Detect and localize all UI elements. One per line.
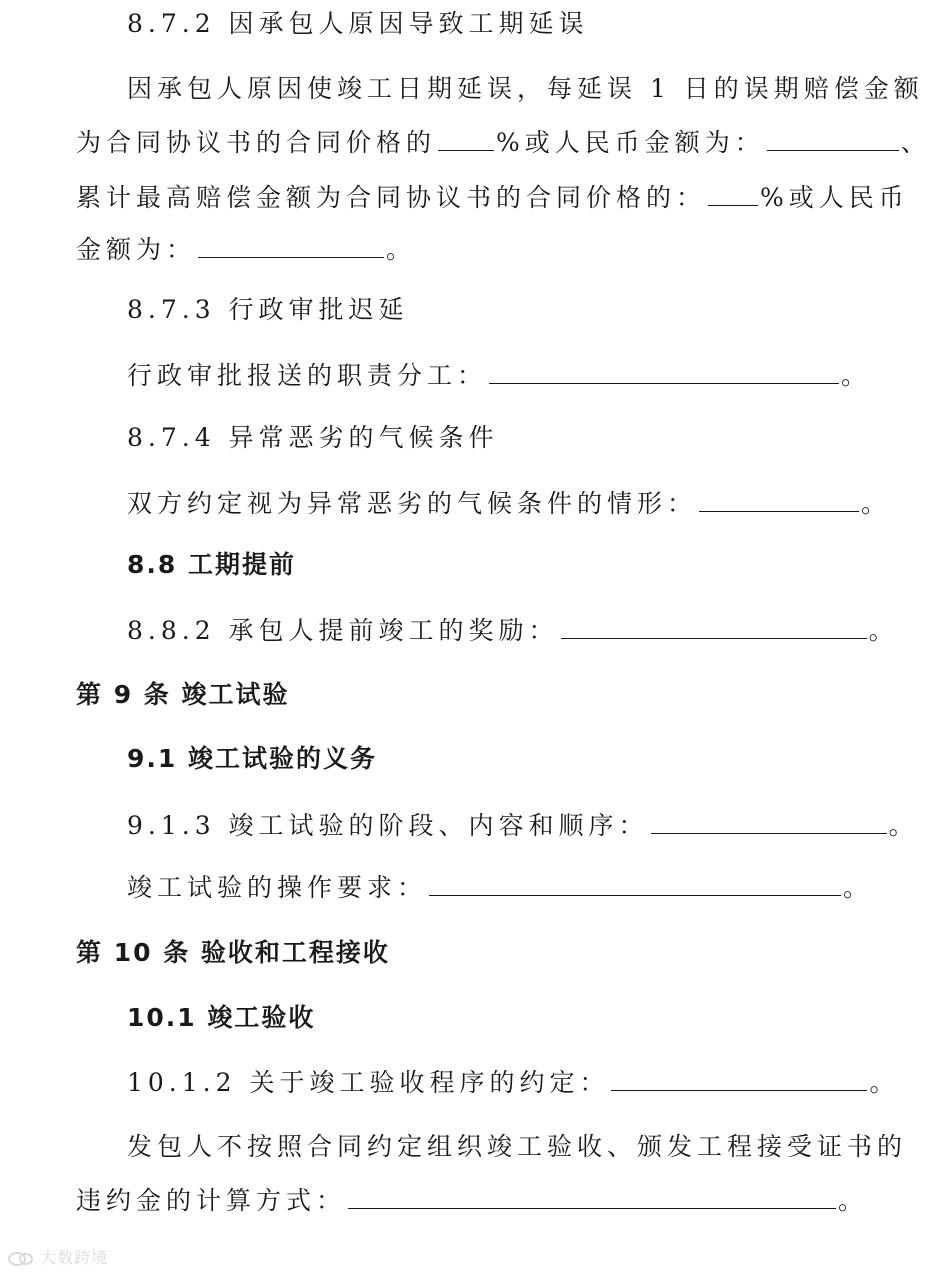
- paragraph-text: 。: [843, 873, 874, 902]
- section-8-8-heading: 8.8 工期提前: [127, 550, 296, 579]
- fill-blank[interactable]: [489, 359, 839, 384]
- section-8-7-3-heading: 8.7.3 行政审批迟延: [127, 295, 409, 324]
- paragraph-text: 。: [386, 235, 417, 264]
- paragraph-text: 双方约定视为异常恶劣的气候条件的情形：: [127, 489, 698, 518]
- paragraph-line: [76, 233, 416, 267]
- paragraph-text: 8.8.2 承包人提前竣工的奖励：: [127, 616, 559, 645]
- fill-blank[interactable]: [611, 1066, 867, 1091]
- fill-blank[interactable]: [699, 487, 859, 512]
- fill-blank[interactable]: [561, 614, 867, 639]
- paragraph-text: 。: [868, 616, 899, 645]
- section-8-7-2-heading: 8.7.2 因承包人原因导致工期延误: [127, 9, 589, 38]
- paragraph-text: 竣工试验的操作要求：: [127, 873, 428, 902]
- paragraph-line: [127, 487, 891, 521]
- section-10-1-heading: 10.1 竣工验收: [127, 1003, 316, 1032]
- article-9-heading: 第 9 条 竣工试验: [76, 680, 290, 709]
- paragraph-text: 。: [841, 361, 872, 390]
- fill-blank[interactable]: [767, 126, 899, 151]
- paragraph-text: 。: [861, 489, 892, 518]
- paragraph-line: [76, 1184, 868, 1218]
- fill-blank[interactable]: [651, 809, 887, 834]
- paragraph-line: [76, 126, 931, 160]
- watermark: [8, 1245, 108, 1268]
- paragraph-line: [127, 614, 899, 648]
- paragraph-line: [76, 181, 909, 215]
- section-8-7-4-heading: 8.7.4 异常恶劣的气候条件: [127, 423, 499, 452]
- paragraph-text: 10.1.2 关于竣工验收程序的约定：: [127, 1068, 610, 1097]
- article-10-heading: 第 10 条 验收和工程接收: [76, 938, 390, 967]
- paragraph-text: %或人民币: [760, 183, 909, 212]
- paragraph-text: 为合同协议书的合同价格的: [76, 128, 437, 157]
- paragraph-text: 。: [869, 1068, 900, 1097]
- watermark-text: 大数跨境: [40, 1248, 109, 1267]
- paragraph-text: 发包人不按照合同约定组织竣工验收、颁发工程接受证书的: [127, 1132, 908, 1161]
- paragraph-text: %或人民币金额为：: [496, 128, 765, 157]
- paragraph-text: 累计最高赔偿金额为合同协议书的合同价格的：: [76, 183, 707, 212]
- paragraph-text: 。: [838, 1186, 869, 1215]
- paragraph-text: 9.1.3 竣工试验的阶段、内容和顺序：: [127, 811, 649, 840]
- speech-bubble-logo-icon: [8, 1251, 34, 1267]
- paragraph-line: [127, 359, 871, 393]
- fill-blank[interactable]: [348, 1184, 836, 1209]
- fill-blank[interactable]: [198, 233, 384, 258]
- fill-blank[interactable]: [438, 126, 494, 151]
- paragraph-text: 因承包人原因使竣工日期延误，每延误 1 日的误期赔偿金额: [127, 74, 924, 103]
- paragraph-line: [127, 1066, 899, 1100]
- paragraph-text: 、: [900, 128, 931, 157]
- paragraph-text: 。: [888, 811, 919, 840]
- paragraph-text: 金额为：: [76, 235, 197, 264]
- section-9-1-heading: 9.1 竣工试验的义务: [127, 744, 377, 773]
- paragraph-text: 违约金的计算方式：: [76, 1186, 347, 1215]
- paragraph-line: [127, 809, 919, 843]
- paragraph-line: [127, 871, 873, 905]
- paragraph-text: 行政审批报送的职责分工：: [127, 361, 488, 390]
- fill-blank[interactable]: [429, 871, 841, 896]
- fill-blank[interactable]: [708, 181, 758, 206]
